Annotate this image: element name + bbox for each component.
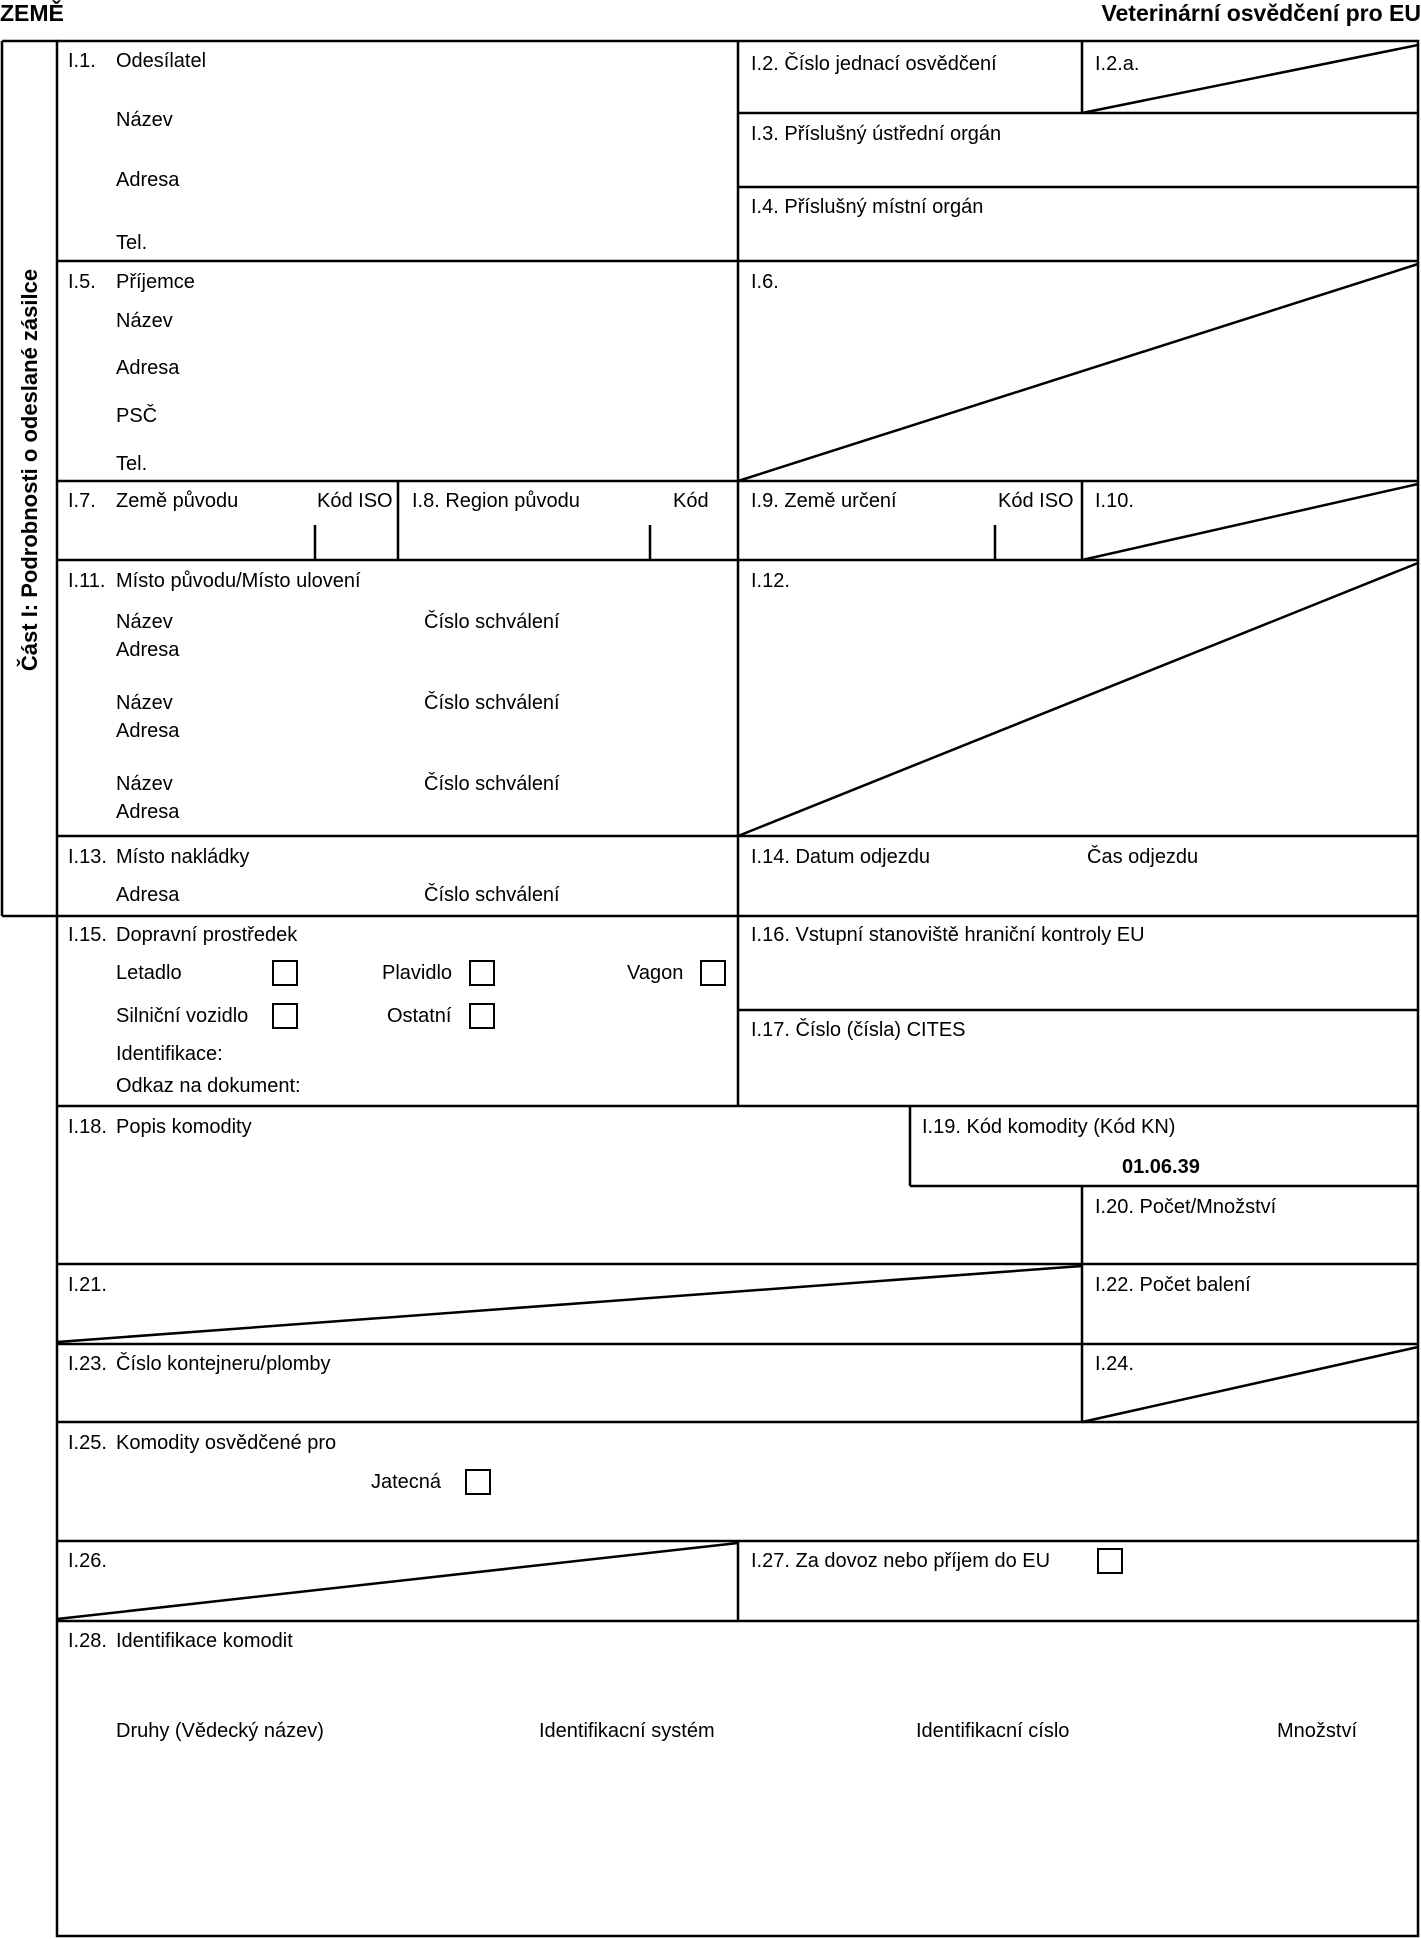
transport-title: Dopravní prostředek xyxy=(116,924,298,946)
place-of-origin-title: Místo původu/Místo ulovení xyxy=(116,570,361,592)
destination-country-label: I.9. Země určení xyxy=(751,490,897,512)
commodity-identification-number: I.28. xyxy=(68,1630,107,1652)
consignee-tel-label: Tel. xyxy=(116,453,148,475)
container-seal-title: Číslo kontejneru/plomby xyxy=(116,1353,331,1375)
aircraft-label: Letadlo xyxy=(116,962,182,984)
origin-entry-address-label: Adresa xyxy=(116,639,180,661)
section-12-label: I.12. xyxy=(751,570,790,592)
road-vehicle-label: Silniční vozidlo xyxy=(116,1005,249,1027)
slaughter-label: Jatecná xyxy=(371,1471,442,1493)
column-quantity: Množství xyxy=(1277,1720,1358,1742)
section-24-label: I.24. xyxy=(1095,1353,1134,1375)
transport-identification-label: Identifikace: xyxy=(116,1043,223,1065)
cites-number-label: I.17. Číslo (čísla) CITES xyxy=(751,1019,966,1041)
commodity-code-value: 01.06.39 xyxy=(1122,1156,1200,1178)
container-seal-number: I.23. xyxy=(68,1353,107,1375)
number-of-packages-label: I.22. Počet balení xyxy=(1095,1274,1251,1296)
import-eu-label: I.27. Za dovoz nebo příjem do EU xyxy=(751,1550,1051,1572)
commodity-code-label: I.19. Kód komodity (Kód KN) xyxy=(922,1116,1176,1138)
import-eu-checkbox[interactable] xyxy=(1097,1548,1123,1574)
section-21-label: I.21. xyxy=(68,1274,107,1296)
origin-entry-approval-label: Číslo schválení xyxy=(424,611,560,633)
loading-place-address-label: Adresa xyxy=(116,884,180,906)
origin-entry-name-label: Název xyxy=(116,773,173,795)
certificate-reference-label: I.2. Číslo jednací osvědčení xyxy=(751,53,997,75)
header-certificate-title: Veterinární osvědčení pro EU xyxy=(1101,0,1421,26)
loading-place-number: I.13. xyxy=(68,846,107,868)
origin-entry-approval-label: Číslo schválení xyxy=(424,773,560,795)
column-species: Druhy (Vědecký název) xyxy=(116,1720,324,1742)
section-6-label: I.6. xyxy=(751,271,779,293)
consignor-address-label: Adresa xyxy=(116,169,180,191)
commodity-description-number: I.18. xyxy=(68,1116,107,1138)
other-transport-checkbox[interactable] xyxy=(469,1003,495,1029)
slaughter-checkbox[interactable] xyxy=(465,1469,491,1495)
certified-for-title: Komodity osvědčené pro xyxy=(116,1432,337,1454)
consignor-name-label: Název xyxy=(116,109,173,131)
border-control-post-label: I.16. Vstupní stanoviště hraniční kontroly EU xyxy=(751,924,1145,946)
local-authority-label: I.4. Příslušný místní orgán xyxy=(751,196,984,218)
transport-number: I.15. xyxy=(68,924,107,946)
section-10-label: I.10. xyxy=(1095,490,1134,512)
consignee-postcode-label: PSČ xyxy=(116,405,158,427)
origin-region-code-label: Kód xyxy=(673,490,709,512)
consignor-title: Odesílatel xyxy=(116,50,207,72)
vessel-checkbox[interactable] xyxy=(469,960,495,986)
quantity-label: I.20. Počet/Množství xyxy=(1095,1196,1277,1218)
origin-country-label: Země původu xyxy=(116,490,239,512)
origin-entry-address-label: Adresa xyxy=(116,720,180,742)
loading-place-approval-label: Číslo schválení xyxy=(424,884,560,906)
departure-date-label: I.14. Datum odjezdu xyxy=(751,846,930,868)
origin-country-iso-label: Kód ISO xyxy=(317,490,393,512)
origin-entry-address-label: Adresa xyxy=(116,801,180,823)
origin-entry-approval-label: Číslo schválení xyxy=(424,692,560,714)
consignor-number: I.1. xyxy=(68,50,96,72)
aircraft-checkbox[interactable] xyxy=(272,960,298,986)
vessel-label: Plavidlo xyxy=(382,962,453,984)
column-identification-system: Identifikacní systém xyxy=(539,1720,715,1742)
destination-country-iso-label: Kód ISO xyxy=(998,490,1074,512)
wagon-label: Vagon xyxy=(627,962,684,984)
consignee-address-label: Adresa xyxy=(116,357,180,379)
consignor-tel-label: Tel. xyxy=(116,232,148,254)
consignee-number: I.5. xyxy=(68,271,96,293)
section-26-label: I.26. xyxy=(68,1550,107,1572)
column-identification-number: Identifikacní císlo xyxy=(916,1720,1070,1742)
central-authority-label: I.3. Příslušný ústřední orgán xyxy=(751,123,1002,145)
origin-region-label: I.8. Region původu xyxy=(412,490,580,512)
consignee-title: Příjemce xyxy=(116,271,195,293)
road-vehicle-checkbox[interactable] xyxy=(272,1003,298,1029)
header-country: ZEMĚ xyxy=(0,0,64,26)
origin-entry-name-label: Název xyxy=(116,692,173,714)
other-transport-label: Ostatní xyxy=(387,1005,452,1027)
wagon-checkbox[interactable] xyxy=(700,960,726,986)
commodity-description-title: Popis komodity xyxy=(116,1116,252,1138)
certified-for-number: I.25. xyxy=(68,1432,107,1454)
origin-country-number: I.7. xyxy=(68,490,96,512)
departure-time-label: Čas odjezdu xyxy=(1087,846,1199,868)
origin-entry-name-label: Název xyxy=(116,611,173,633)
commodity-identification-title: Identifikace komodit xyxy=(116,1630,293,1652)
certificate-2a-label: I.2.a. xyxy=(1095,53,1140,75)
document-reference-label: Odkaz na dokument: xyxy=(116,1075,301,1097)
loading-place-title: Místo nakládky xyxy=(116,846,250,868)
place-of-origin-number: I.11. xyxy=(68,570,106,592)
part-one-side-label: Část I: Podrobnosti o odeslané zásilce xyxy=(17,268,42,672)
consignee-name-label: Název xyxy=(116,310,173,332)
